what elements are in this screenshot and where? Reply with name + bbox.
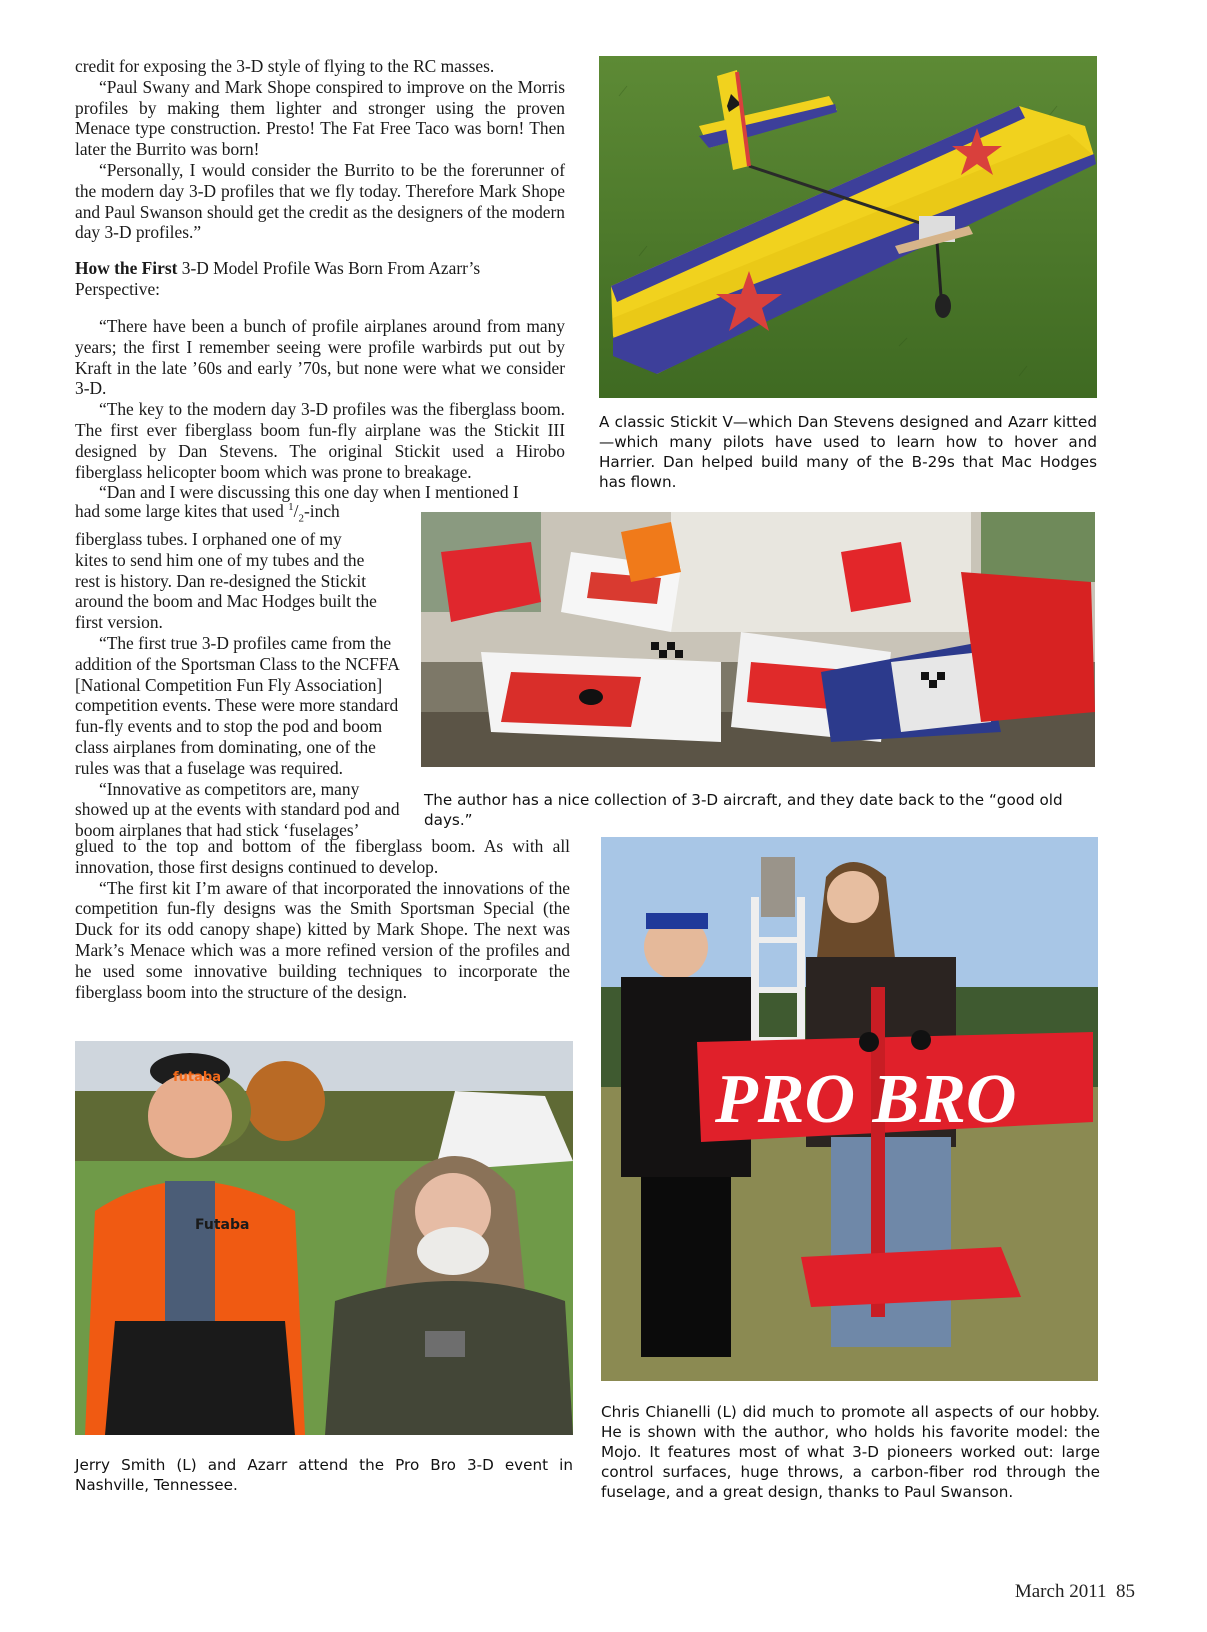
article-block-1 <box>75 56 565 243</box>
article-paragraph: “The key to the modern day 3-D profiles was the fiberglass boom. The first ever fiberglass boom fun-fly airplane was the Stickit III designed by Dan Stevens. The original Stickit used a Hirobo fiberglass helicopter boom which was prone to breakage. <box>75 399 565 482</box>
jerry-photo <box>75 1041 573 1435</box>
collection-photo <box>421 512 1095 767</box>
airplane-illustration <box>599 56 1097 398</box>
collection-caption: The author has a nice collection of 3-D aircraft, and they date back to the “good old days.” <box>424 791 1063 829</box>
article-paragraph: “Paul Swany and Mark Shope conspired to improve on the Morris profiles by making them lighter and stronger using the proven Menace type construction. Presto! The Fat Free Taco was born! Then later the Burrito was born! <box>75 76 565 160</box>
article-line: first version. <box>75 612 163 633</box>
section-heading-bold: How the First <box>75 258 178 278</box>
hat-logo: futaba <box>173 1070 221 1085</box>
article-paragraph: “Dan and I were discussing this one day when I mentioned I <box>99 482 519 503</box>
article-paragraph: credit for exposing the 3-D style of flying to the RC masses. <box>75 56 495 76</box>
section-heading <box>75 258 545 300</box>
issue-date: March 2011 <box>1014 1581 1107 1602</box>
jerry-caption: Jerry Smith (L) and Azarr attend the Pro Bro 3-D event in Nashville, Tennessee. <box>75 1456 573 1494</box>
article-paragraph: glued to the top and bottom of the fiberglass boom. As with all innovation, those first designs continued to develop. <box>75 836 570 877</box>
article-narrow-block <box>75 497 407 841</box>
article-line: had some large kites that used $^1/_2$-inch <box>75 500 340 525</box>
stickit-photo <box>599 56 1097 398</box>
probro-caption: Chris Chianelli (L) did much to promote all aspects of our hobby. He is shown with the author, who holds his favorite model: the Mojo. It features most of what 3-D pioneers worked out: large control surfaces, huge throws, a carbon-fiber rod through the fuselage, and a great design, thanks to Paul Swanson. <box>601 1403 1100 1501</box>
article-line: kites to send him one of my tubes and the <box>75 549 365 570</box>
probro-illustration <box>601 837 1098 1381</box>
article-paragraph: “Personally, I would consider the Burrito to be the forerunner of the modern day 3-D profiles that we fly today. Therefore Mark Shope and Paul Swanson should get the credit as the designers of the modern day 3-D profiles.” <box>75 159 565 243</box>
section-heading-rest: 3-D Model Profile Was Born From Azarr’s Perspective: <box>75 258 481 299</box>
page-folio <box>1015 1581 1135 1603</box>
wing-lettering: PRO BRO <box>715 1061 1017 1138</box>
page-number: 85 <box>1116 1581 1135 1602</box>
article-block-2 <box>75 316 565 503</box>
probro-photo <box>601 837 1098 1381</box>
aircraft-collection-illustration <box>421 512 1095 767</box>
article-paragraph: “The first kit I’m aware of that incorporated the innovations of the competition fun-fly designs was the Smith Sportsman Special (the Duck for its odd canopy shape) kitted by Mark Shope. The next was Mark’s Menace which was a more refined version of the profiles and he used some innovative building techniques to incorporate the fiberglass boom into the structure of the design. <box>75 877 570 1002</box>
article-line: around the boom and Mac Hodges built the <box>75 591 377 612</box>
article-line: rest is history. Dan re-designed the Stickit <box>75 570 367 591</box>
stickit-caption: A classic Stickit V—which Dan Stevens designed and Azarr kitted—which many pilots have used to learn how to hover and Harrier. Dan helped build many of the B-29s that Mac Hodges has flown. <box>599 413 1097 491</box>
article-line: fiberglass tubes. I orphaned one of my <box>75 529 342 550</box>
jerry-azarr-illustration <box>75 1041 573 1435</box>
article-paragraph: “The first true 3-D profiles came from the addition of the Sportsman Class to the NCFFA [National Competition Fun Fly Association] competition events. These were more standard fun-fly events and to stop the pod and boom class airplanes from dominating, one of the rules was that a fuselage was required. <box>75 633 399 778</box>
article-block-3 <box>75 836 570 1002</box>
jacket-logo: Futaba <box>195 1217 250 1233</box>
article-paragraph: “Innovative as competitors are, many showed up at the events with standard pod and boom airplanes that had stick ‘fuselages’ <box>75 778 400 841</box>
article-paragraph: “There have been a bunch of profile airplanes around from many years; the first I remember seeing were profile warbirds put out by Kraft in the late ’60s and early ’70s, but none were what we consider 3-D. <box>75 316 565 399</box>
